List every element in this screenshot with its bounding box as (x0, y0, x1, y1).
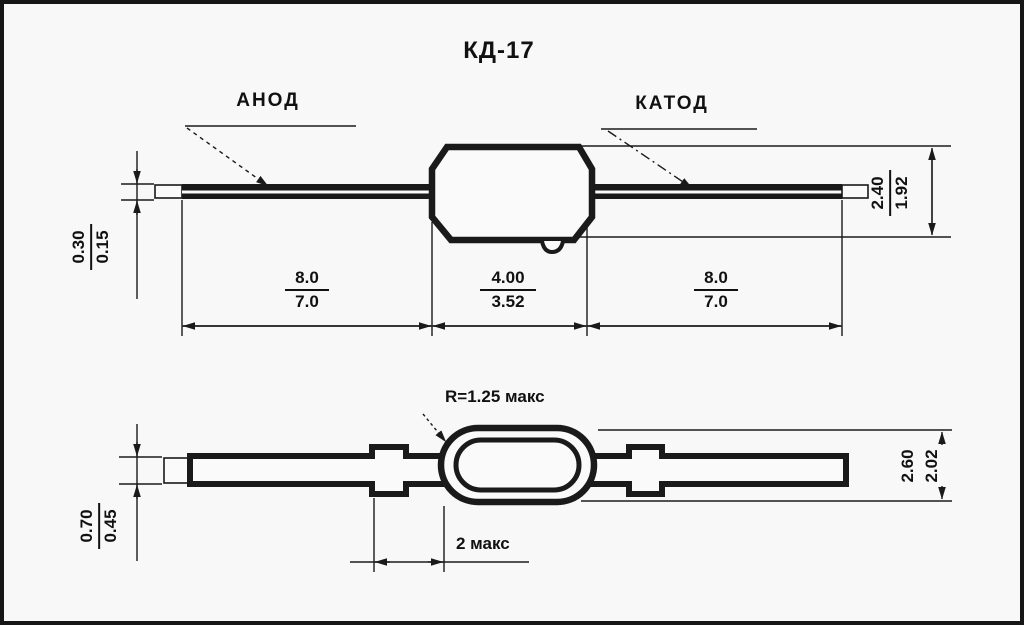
dim-label-body-width (899, 449, 941, 482)
dim-max: 0.70 (77, 509, 97, 543)
dim-min: 2.02 (922, 449, 941, 483)
dim-lead-thickness (121, 151, 154, 299)
dim-label-cathode-length (694, 269, 738, 311)
dim-label-lead-width (78, 503, 120, 549)
bottom-cathode-lead (590, 447, 846, 494)
anode-leader-line (187, 128, 268, 186)
dim-lead-width (119, 424, 162, 561)
page-title: КД-17 (463, 37, 535, 64)
diode-body (432, 147, 592, 240)
fraction-bar (98, 503, 100, 549)
dim-min: 0.15 (93, 230, 112, 264)
anode-label: АНОД (236, 90, 300, 111)
seal-bump (542, 241, 563, 252)
dim-max: 2.40 (868, 176, 888, 210)
bottom-anode-lead (164, 447, 448, 494)
fraction-bar (889, 170, 891, 216)
fraction-bar (285, 289, 329, 291)
dim-min: 7.0 (704, 291, 728, 311)
dim-min: 7.0 (295, 291, 319, 311)
technical-drawing-canvas (4, 4, 1024, 625)
crimp-offset-label: 2 макс (456, 534, 510, 553)
dim-label-lead-thickness (70, 224, 112, 270)
dim-label-anode-length (285, 269, 329, 311)
dim-min: 0.45 (101, 509, 120, 543)
cathode-leader-line (608, 131, 692, 188)
radius-leader-line (423, 414, 446, 442)
cathode-lead (582, 184, 868, 199)
dim-label-body-height (869, 170, 911, 216)
fraction-bar (694, 289, 738, 291)
dim-max: 2.60 (898, 449, 918, 483)
dim-max: 8.0 (704, 268, 728, 287)
fraction-bar (90, 224, 92, 270)
fraction-bar (480, 289, 536, 291)
bottom-body (441, 428, 594, 502)
dim-max: 8.0 (295, 268, 319, 287)
anode-lead (155, 184, 442, 199)
dim-max: 4.00 (491, 268, 525, 287)
cathode-label: КАТОД (635, 93, 709, 114)
radius-label: R=1.25 макс (445, 387, 545, 406)
dim-min: 1.92 (892, 176, 911, 210)
dim-label-body-length (480, 269, 536, 311)
dim-min: 3.52 (491, 291, 525, 311)
dim-max: 0.30 (69, 230, 89, 264)
